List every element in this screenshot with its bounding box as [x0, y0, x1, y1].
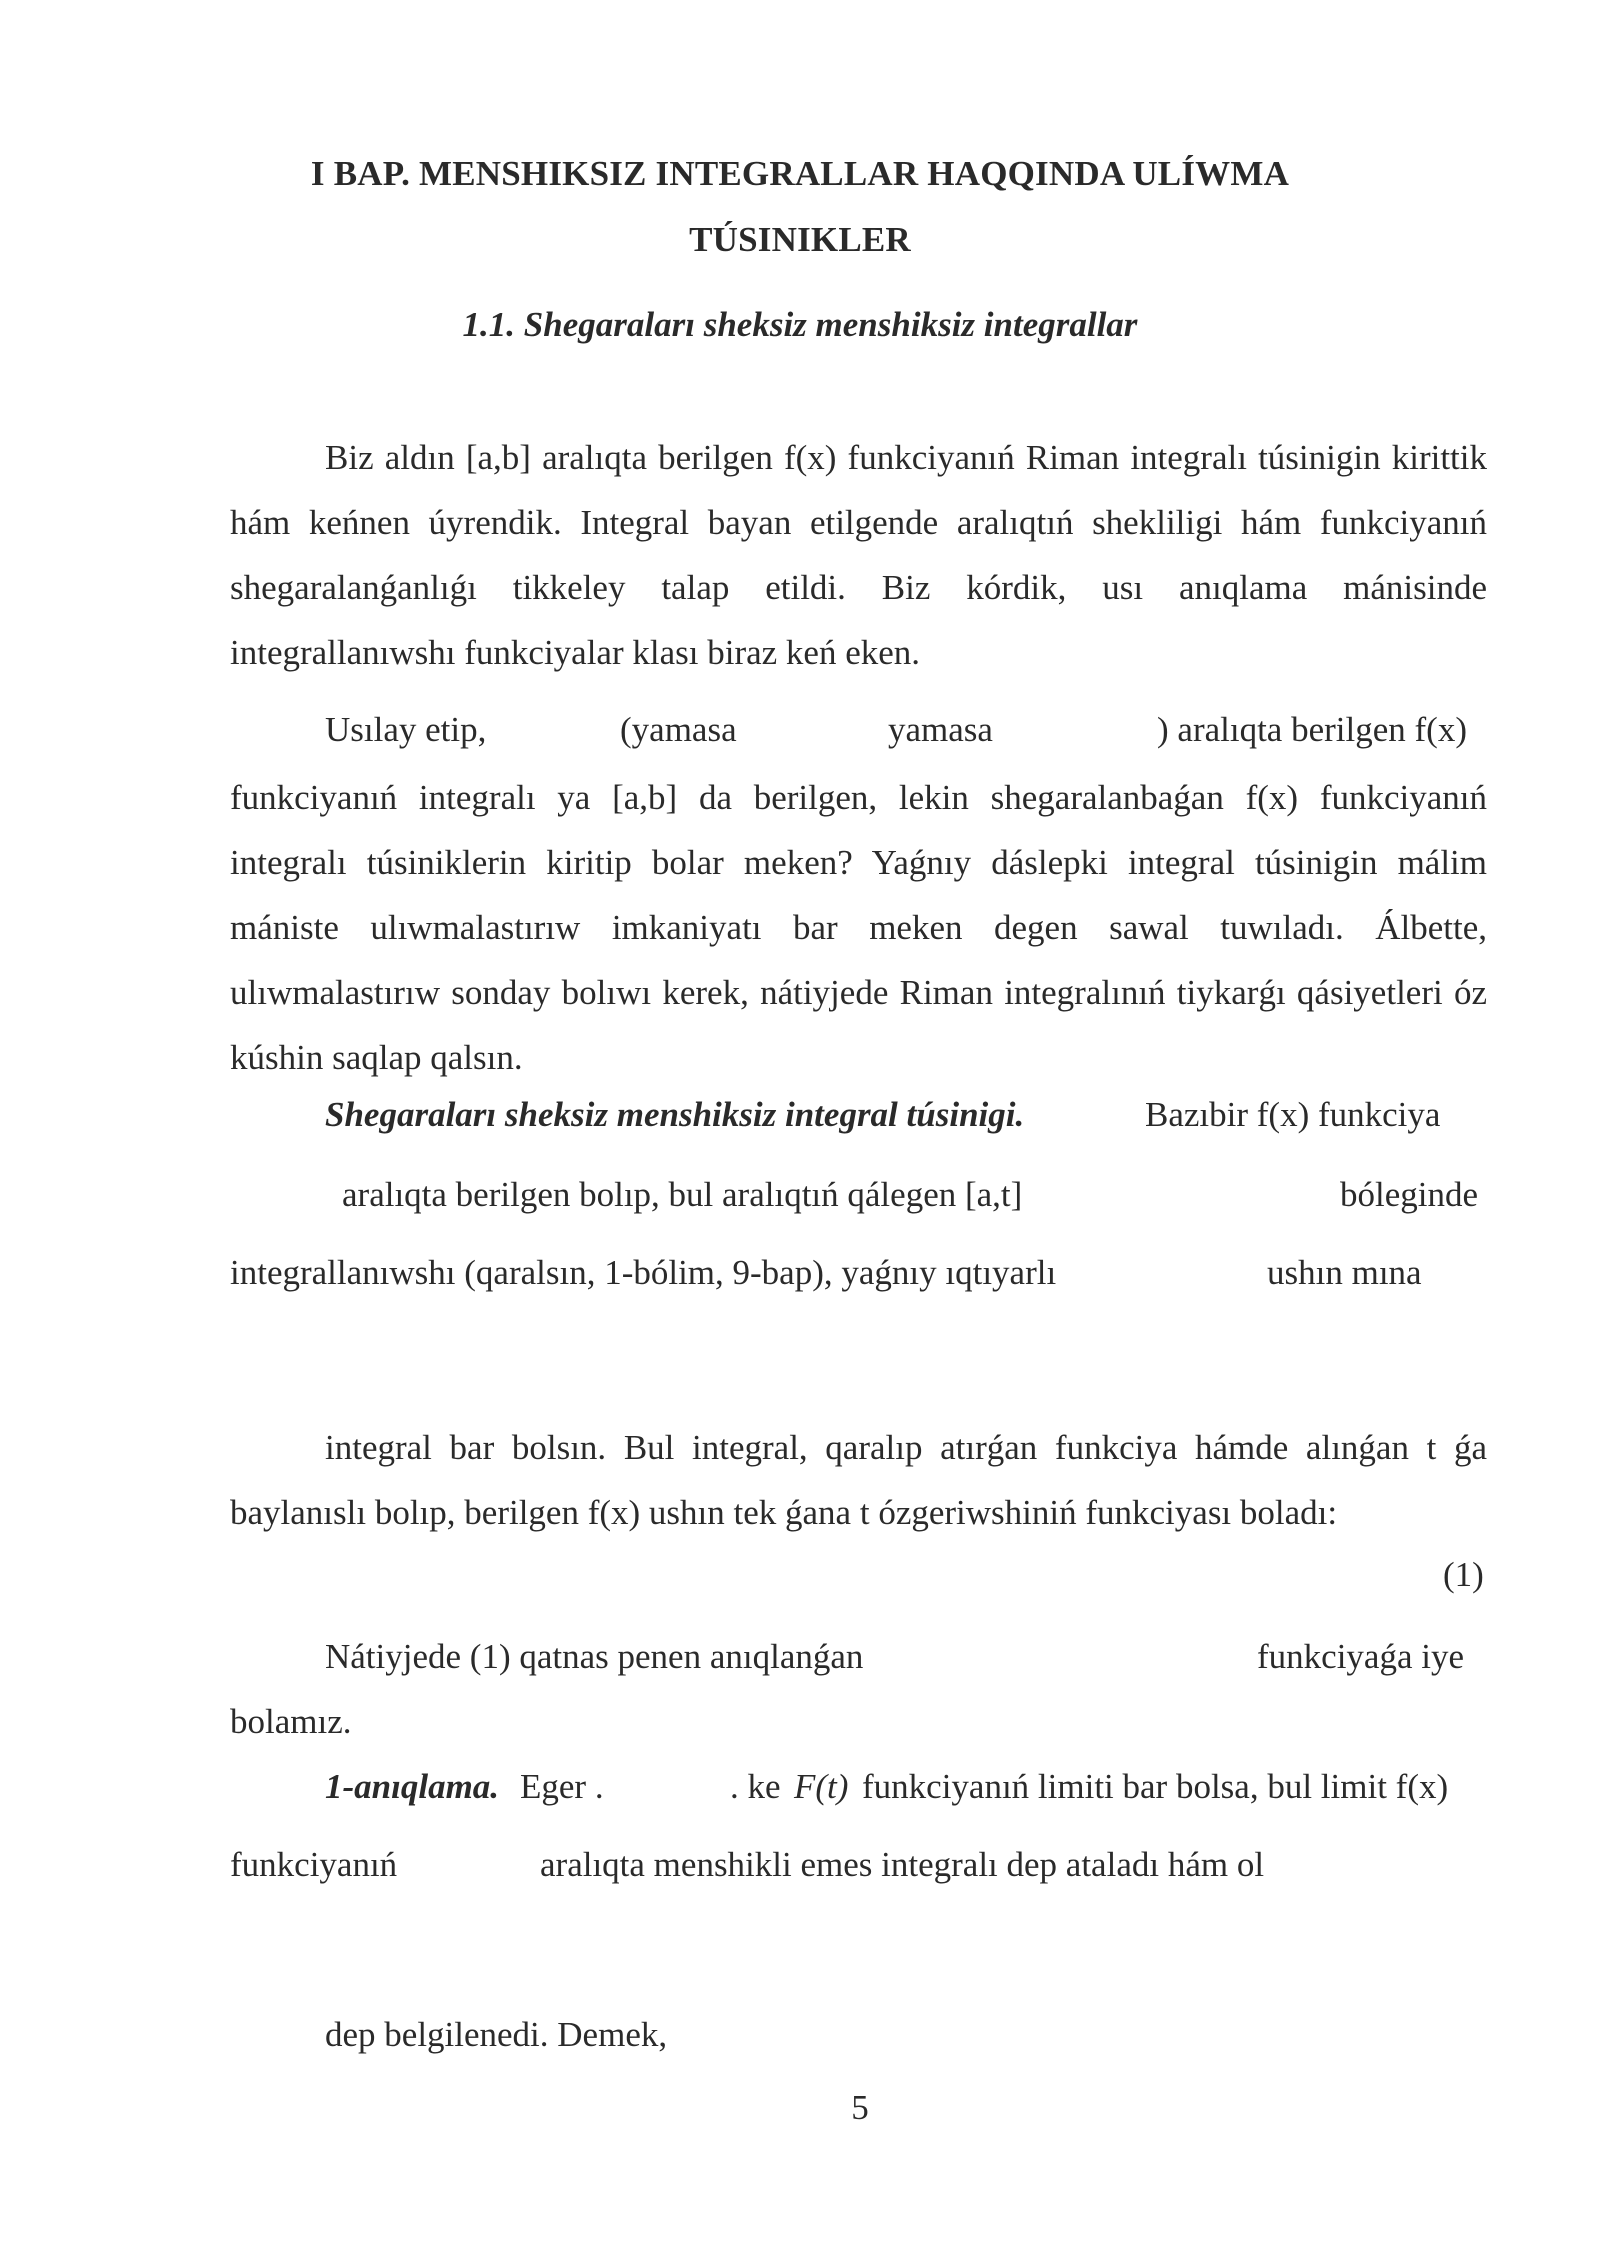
definition-1-ke: . ke: [730, 1767, 781, 1806]
p3-line3-b: ushın mına: [1267, 1253, 1422, 1292]
p2-line1-end: ) aralıqta berilgen f(x): [1157, 710, 1467, 749]
definition-heading: Shegaraları sheksiz menshiksiz integral túsinigi.: [325, 1095, 1025, 1134]
p3-line2-b: bóleginde: [1340, 1175, 1479, 1214]
p3-line2-a: aralıqta berilgen bolıp, bul aralıqtıń qálegen [a,t]: [342, 1175, 1023, 1214]
definition-1-eger: Eger .: [520, 1767, 604, 1806]
section-title: 1.1. Shegaraları sheksiz menshiksiz integrallar: [462, 305, 1138, 344]
page-number: 5: [851, 2088, 869, 2127]
chapter-title-line2: TÚSINIKLER: [689, 220, 911, 259]
equation-number: (1): [1443, 1555, 1484, 1594]
paragraph-4: integral bar bolsın. Bul integral, qaralıp atırǵan funkciya hámde alınǵan t ǵa baylanıslı bolıp, berilgen f(x) ushın tek ǵana t ózgeriwshiniń funkciyası boladı:: [230, 1428, 1487, 1532]
definition-1-label: 1-anıqlama.: [325, 1767, 500, 1806]
final-line: dep belgilenedi. Demek,: [325, 2015, 668, 2054]
chapter-title-line1: I BAP. MENSHIKSIZ INTEGRALLAR HAQQINDA ULÍWMA: [310, 154, 1290, 193]
definition-1-line2-a: funkciyanıń: [230, 1845, 398, 1884]
p5-line1-a: Nátiyjede (1) qatnas penen anıqlanǵan: [325, 1637, 864, 1676]
p2-yamasa-1: (yamasa: [620, 710, 737, 749]
p2-yamasa-2: yamasa: [888, 710, 993, 749]
paragraph-1: Biz aldın [a,b] aralıqta berilgen f(x) funkciyanıń Riman integralı túsinigin kirittik hám keńnen úyrendik. Integral bayan etilgende aralıqtıń shekliligi hám funkciyanıń shegaralanǵanlıǵı tikkeley talap etildi. Biz kórdik, usı anıqlama mánisinde integrallanıwshı funkciyalar klası biraz keń eken.: [230, 438, 1487, 672]
p5-line1-b: funkciyaǵa iye: [1257, 1637, 1464, 1676]
p5-line2: bolamız.: [230, 1702, 352, 1741]
p2-start: Usılay etip,: [325, 710, 487, 749]
definition-1-Ft: F(t): [794, 1767, 849, 1806]
paragraph-2-rest: funkciyanıń integralı ya [a,b] da berilgen, lekin shegaralanbaǵan f(x) funkciyanıń integralı túsiniklerin kiritip bolar meken? Yaǵnıy dáslepki integral túsinigin málim mániste ulıwmalastırıw imkaniyatı bar meken degen sawal tuwıladı. Álbette, ulıwmalastırıw sonday bolıwı kerek, nátiyjede Riman integralınıń tiykarǵı qásiyetleri óz kúshin saqlap qalsın.: [230, 778, 1487, 1077]
definition-1-line2-b: aralıqta menshikli emes integralı dep ataladı hám ol: [540, 1845, 1265, 1884]
definition-1-rest: funkciyanıń limiti bar bolsa, bul limit f(x): [862, 1767, 1449, 1806]
p3-line3-a: integrallanıwshı (qaralsın, 1-bólim, 9-bap), yaǵnıy ıqtıyarlı: [230, 1253, 1057, 1292]
p3-line1-rest: Bazıbir f(x) funkciya: [1145, 1095, 1441, 1134]
